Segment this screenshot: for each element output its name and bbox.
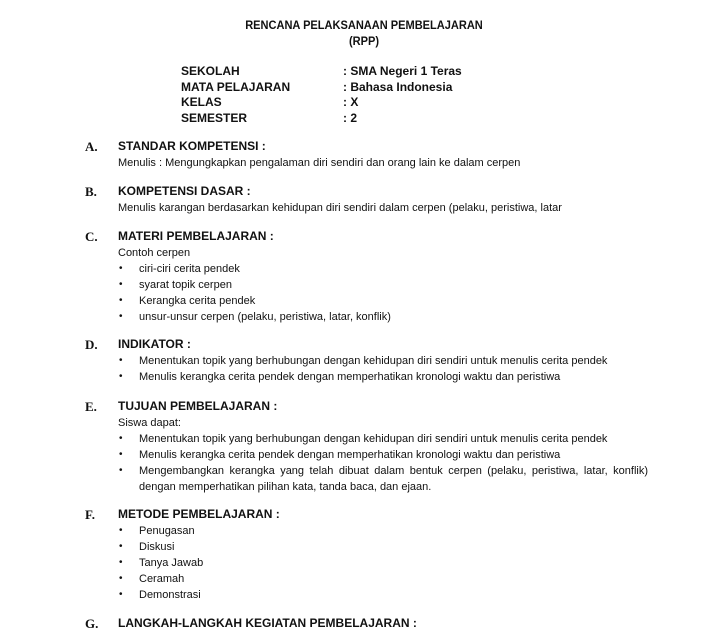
list-item-text: Menentukan topik yang berhubungan dengan kehidupan diri sendiri untuk menulis cerita pendek	[139, 355, 608, 367]
list-item-text: Tanya Jawab	[139, 557, 204, 569]
bullet-list	[118, 523, 648, 603]
bullet-icon: •	[119, 295, 123, 306]
info-row-semester	[181, 111, 462, 127]
section-body	[118, 245, 648, 325]
list-item	[118, 447, 648, 463]
list-item-text: ciri-ciri cerita pendek	[139, 263, 240, 275]
list-item	[118, 277, 648, 293]
info-row-mata-pelajaran	[181, 80, 462, 96]
bullet-list	[118, 261, 648, 325]
section-intro: Contoh cerpen	[118, 247, 191, 259]
list-item	[118, 463, 648, 495]
bullet-list	[118, 431, 648, 495]
section-body	[118, 523, 648, 603]
bullet-icon: •	[119, 465, 123, 476]
info-value: : SMA Negeri 1 Teras	[343, 64, 462, 78]
section-body	[118, 353, 648, 385]
bullet-list	[118, 353, 648, 385]
list-item	[118, 261, 648, 277]
section-letter: G.	[85, 616, 99, 631]
bullet-icon: •	[119, 263, 123, 274]
bullet-icon: •	[119, 557, 123, 568]
identity-table	[181, 64, 462, 126]
section-body	[118, 415, 648, 495]
list-item	[118, 523, 648, 539]
list-item-text: Demonstrasi	[139, 589, 201, 601]
bullet-icon: •	[119, 433, 123, 444]
list-item-text: Mengembangkan kerangka yang telah dibuat dalam bentuk cerpen (pelaku, peristiwa, latar, konflik) dengan memperhatikan pilihan kata, tanda baca, dan ejaan.	[139, 465, 648, 493]
section-text: Menulis karangan berdasarkan kehidupan diri sendiri dalam cerpen (pelaku, peristiwa, latar	[118, 202, 562, 214]
bullet-icon: •	[119, 589, 123, 600]
section-letter: B.	[85, 184, 97, 199]
list-item	[118, 539, 648, 555]
document-subtitle: (RPP)	[348, 34, 380, 48]
section-intro: Siswa dapat:	[118, 417, 181, 429]
section-body	[118, 155, 648, 171]
section-title: MATERI PEMBELAJARAN :	[118, 229, 274, 243]
list-item	[118, 555, 648, 571]
section-title: TUJUAN PEMBELAJARAN :	[118, 399, 278, 413]
list-item	[118, 353, 648, 369]
bullet-icon: •	[119, 541, 123, 552]
bullet-icon: •	[119, 573, 123, 584]
info-label: SEMESTER	[181, 110, 248, 125]
bullet-icon: •	[119, 355, 123, 366]
section-title: STANDAR KOMPETENSI :	[118, 139, 266, 153]
list-item-text: syarat topik cerpen	[139, 279, 232, 291]
bullet-icon: •	[119, 525, 123, 536]
info-value: : 2	[343, 110, 358, 125]
list-item	[118, 431, 648, 447]
info-value: : X	[343, 95, 359, 109]
section-title: LANGKAH-LANGKAH KEGIATAN PEMBELAJARAN :	[118, 616, 417, 630]
section-letter: D.	[85, 337, 98, 352]
info-row-kelas	[181, 95, 462, 111]
section-text: Menulis : Mengungkapkan pengalaman diri sendiri dan orang lain ke dalam cerpen	[118, 157, 521, 169]
list-item-text: Penugasan	[139, 525, 195, 537]
section-letter: E.	[85, 399, 97, 414]
list-item	[118, 369, 648, 385]
list-item	[118, 571, 648, 587]
list-item-text: Kerangka cerita pendek	[139, 295, 256, 307]
bullet-icon: •	[119, 311, 123, 322]
section-letter: F.	[85, 507, 95, 522]
list-item-text: Menentukan topik yang berhubungan dengan kehidupan diri sendiri untuk menulis cerita pendek	[139, 433, 608, 445]
info-label: MATA PELAJARAN	[181, 79, 291, 94]
section-title: KOMPETENSI DASAR :	[118, 184, 251, 198]
list-item-text: Diskusi	[139, 541, 175, 553]
section-letter: C.	[85, 229, 98, 244]
list-item	[118, 587, 648, 603]
info-label: SEKOLAH	[181, 64, 240, 78]
section-title: METODE PEMBELAJARAN :	[118, 507, 280, 521]
list-item-text: Menulis kerangka cerita pendek dengan memperhatikan kronologi waktu dan peristiwa	[139, 449, 561, 461]
list-item-text: Menulis kerangka cerita pendek dengan memperhatikan kronologi waktu dan peristiwa	[139, 371, 561, 383]
bullet-icon: •	[119, 279, 123, 290]
bullet-icon: •	[119, 449, 123, 460]
bullet-icon: •	[119, 371, 123, 382]
info-label: KELAS	[181, 95, 222, 109]
info-row-sekolah	[181, 64, 462, 80]
document-title: RENCANA PELAKSANAAN PEMBELAJARAN	[245, 18, 483, 32]
section-title: INDIKATOR :	[118, 337, 191, 351]
list-item	[118, 293, 648, 309]
list-item-text: Ceramah	[139, 573, 185, 585]
section-body	[118, 200, 648, 216]
info-value: : Bahasa Indonesia	[343, 79, 453, 94]
section-letter: A.	[85, 139, 98, 154]
list-item	[118, 309, 648, 325]
list-item-text: unsur-unsur cerpen (pelaku, peristiwa, latar, konflik)	[139, 311, 391, 323]
